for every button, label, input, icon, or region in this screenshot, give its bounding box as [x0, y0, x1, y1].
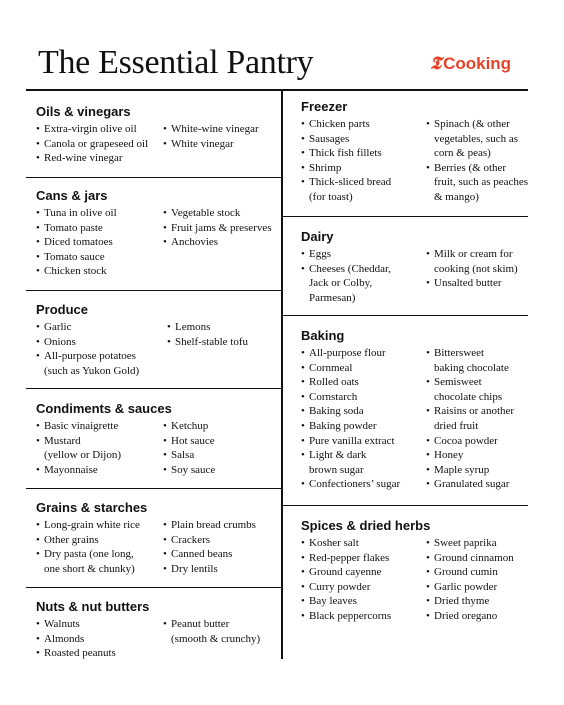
list-item: • Hot sauce [163, 434, 215, 449]
list-item: • Diced tomatoes [36, 235, 163, 250]
list-item: • Mustard [36, 434, 163, 449]
section-heading: Spices & dried herbs [301, 518, 431, 533]
header-rule [26, 89, 528, 91]
list-item: • Dried oregano [426, 609, 514, 624]
nyt-t-icon: 𝕿 [430, 53, 442, 73]
list-item: • Dried thyme [426, 594, 514, 609]
section-produce [36, 302, 248, 378]
list-item: • Baking soda [301, 404, 426, 419]
list-item: • Thick fish fillets [301, 146, 426, 161]
brand-text: Cooking [443, 54, 512, 73]
list-item-continued: Jack or Colby, [309, 277, 373, 290]
list-item: • Cocoa powder [426, 434, 514, 449]
list-item-continued: baking chocolate [434, 361, 509, 374]
section-heading: Dairy [301, 229, 334, 244]
list-item: • White-wine vinegar [163, 122, 259, 137]
list-item: • Honey [426, 448, 514, 463]
list-item: • Ground cayenne [301, 565, 426, 580]
section-heading: Grains & starches [36, 500, 148, 515]
list-item-continued: brown sugar [309, 463, 364, 476]
list-item: • Garlic powder [426, 580, 514, 595]
list-item: • Unsalted butter [426, 276, 518, 291]
item-list [426, 117, 528, 205]
section-baking [301, 328, 514, 492]
item-list [167, 320, 248, 378]
list-item: • Canola or grapeseed oil [36, 137, 163, 152]
left-divider-1 [26, 177, 281, 178]
list-item: • Semisweet [426, 375, 514, 390]
list-item: • Basic vinaigrette [36, 419, 163, 434]
list-item: • Dry lentils [163, 562, 256, 577]
item-list [301, 536, 426, 624]
section-grains-starches [36, 500, 256, 576]
section-heading: Baking [301, 328, 345, 343]
list-item-continued: (such as Yukon Gold) [44, 364, 140, 377]
item-list [163, 122, 259, 166]
list-item: • Chicken stock [36, 264, 163, 279]
list-item: • Rolled oats [301, 375, 426, 390]
list-item: • Red-pepper flakes [301, 551, 426, 566]
list-item: • Tomato sauce [36, 250, 163, 265]
list-item: • Berries (& other [426, 161, 528, 176]
left-divider-2 [26, 290, 281, 291]
list-item: • Plain bread crumbs [163, 518, 256, 533]
list-item: • Long-grain white rice [36, 518, 163, 533]
list-item: • Garlic [36, 320, 167, 335]
list-item-continued: (yellow or Dijon) [44, 449, 121, 462]
list-item: • Tuna in olive oil [36, 206, 163, 221]
section-heading: Condiments & sauces [36, 401, 172, 416]
list-item: • Curry powder [301, 580, 426, 595]
list-item-continued: (for toast) [309, 190, 353, 203]
list-item: • Granulated sugar [426, 477, 514, 492]
item-list [163, 518, 256, 576]
list-item-continued: chocolate chips [434, 390, 503, 403]
list-item: • Other grains [36, 533, 163, 548]
item-list [36, 617, 163, 661]
list-item: • Thick-sliced bread [301, 175, 426, 190]
list-item: • Fruit jams & preserves [163, 221, 272, 236]
right-divider-3 [283, 505, 528, 506]
list-item: • Shrimp [301, 161, 426, 176]
item-list [426, 346, 514, 492]
list-item: • Salsa [163, 448, 215, 463]
list-item: • All-purpose potatoes [36, 349, 167, 364]
list-item-continued: dried fruit [434, 419, 479, 432]
list-item: • Maple syrup [426, 463, 514, 478]
list-item: • Almonds [36, 632, 163, 647]
section-cans-jars [36, 188, 272, 279]
list-item: • Light & dark [301, 448, 426, 463]
section-oils-vinegars [36, 104, 259, 166]
list-item: • Sweet paprika [426, 536, 514, 551]
list-item: • Raisins or another [426, 404, 514, 419]
item-list [163, 617, 260, 661]
list-item: • Bay leaves [301, 594, 426, 609]
item-list [301, 346, 426, 492]
list-item: • Eggs [301, 247, 426, 262]
list-item: • Extra-virgin olive oil [36, 122, 163, 137]
item-list [36, 206, 163, 279]
list-item: • Shelf-stable tofu [167, 335, 248, 350]
list-item: • Peanut butter [163, 617, 260, 632]
right-divider-2 [283, 315, 528, 316]
list-item-continued: fruit, such as peaches [434, 176, 529, 189]
left-divider-4 [26, 488, 281, 489]
list-item: • Walnuts [36, 617, 163, 632]
list-item-continued: corn & peas) [434, 147, 491, 160]
item-list [163, 206, 272, 279]
list-item: • Dry pasta (one long, [36, 547, 163, 562]
list-item: • Mayonnaise [36, 463, 163, 478]
section-heading: Oils & vinegars [36, 104, 131, 119]
list-item: • Kosher salt [301, 536, 426, 551]
list-item: • Crackers [163, 533, 256, 548]
list-item: • Soy sauce [163, 463, 215, 478]
list-item: • Spinach (& other [426, 117, 528, 132]
item-list [36, 122, 163, 166]
left-divider-5 [26, 587, 281, 588]
list-item-continued: & mango) [434, 190, 479, 203]
list-item: • Cornmeal [301, 361, 426, 376]
item-list [426, 247, 518, 305]
item-list [426, 536, 514, 624]
list-item: • All-purpose flour [301, 346, 426, 361]
right-divider-1 [283, 216, 528, 217]
section-heading: Cans & jars [36, 188, 108, 203]
list-item: • Black peppercorns [301, 609, 426, 624]
list-item: • Cornstarch [301, 390, 426, 405]
list-item-continued: one short & chunky) [44, 562, 135, 575]
list-item: • Bittersweet [426, 346, 514, 361]
section-dairy [301, 229, 518, 305]
section-nuts-nut-butters [36, 599, 260, 661]
page-title: The Essential Pantry [38, 44, 314, 81]
item-list [301, 247, 426, 305]
list-item-continued: cooking (not skim) [434, 262, 518, 275]
list-item: • Pure vanilla extract [301, 434, 426, 449]
list-item: • Milk or cream for [426, 247, 518, 262]
list-item: • Chicken parts [301, 117, 426, 132]
column-divider [281, 89, 283, 659]
list-item: • Red-wine vinegar [36, 151, 163, 166]
list-item: • Anchovies [163, 235, 272, 250]
list-item: • Lemons [167, 320, 248, 335]
list-item: • Sausages [301, 132, 426, 147]
brand-logo [430, 52, 511, 75]
section-heading: Nuts & nut butters [36, 599, 150, 614]
item-list [36, 419, 163, 477]
list-item: • Ground cinnamon [426, 551, 514, 566]
list-item: • Onions [36, 335, 167, 350]
item-list [36, 320, 167, 378]
section-condiments-sauces [36, 401, 215, 477]
item-list [301, 117, 426, 205]
list-item-continued: vegetables, such as [434, 132, 518, 145]
section-spices-dried-herbs [301, 518, 514, 624]
list-item: • Roasted peanuts [36, 646, 163, 661]
list-item: • White vinegar [163, 137, 259, 152]
left-divider-3 [26, 388, 281, 389]
list-item: • Ketchup [163, 419, 215, 434]
item-list [163, 419, 215, 477]
item-list [36, 518, 163, 576]
section-heading: Produce [36, 302, 89, 317]
list-item: • Canned beans [163, 547, 256, 562]
list-item: • Tomato paste [36, 221, 163, 236]
list-item: • Confectioners’ sugar [301, 477, 426, 492]
list-item: • Vegetable stock [163, 206, 272, 221]
list-item: • Baking powder [301, 419, 426, 434]
list-item: • Cheeses (Cheddar, [301, 262, 426, 277]
list-item: • Ground cumin [426, 565, 514, 580]
section-freezer [301, 99, 528, 205]
section-heading: Freezer [301, 99, 348, 114]
list-item-continued: Parmesan) [309, 291, 356, 304]
list-item-continued: (smooth & crunchy) [171, 632, 261, 645]
